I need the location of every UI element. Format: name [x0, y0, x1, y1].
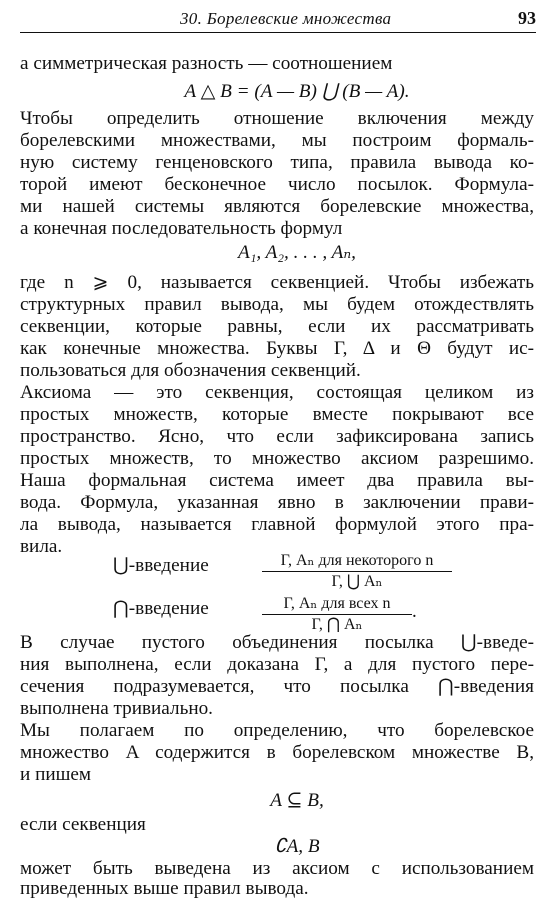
text-line: выполнена тривиально.	[20, 698, 213, 719]
text-line: как конечные множества. Буквы Γ, Δ и Θ будут ис-	[20, 338, 534, 359]
text-line: В случае пустого объединения посылка ⋃-введе-	[20, 632, 534, 653]
running-header	[20, 4, 536, 33]
text-line: борелевскими множествами, мы построим формаль-	[20, 130, 534, 151]
text-line: вода. Формула, указанная явно в заключении прави-	[20, 492, 534, 513]
union-introduction-rule	[0, 552, 548, 590]
text-line: приведенных выше правил вывода.	[20, 878, 309, 899]
text-line: Мы полагаем по определению, что борелевское	[20, 720, 534, 741]
formula-sequent: ∁A, B	[274, 836, 320, 857]
formula-symmetric-difference: A △ B = (A — B) ⋃ (B — A).	[184, 81, 410, 102]
rule-name: ⋂-введение	[113, 598, 209, 619]
text-line: простых множеств, которые вместе покрывают все	[20, 404, 534, 425]
page-number: 93	[518, 8, 536, 28]
formula-sequence: A₁, A₂, . . . , Aₙ,	[238, 242, 356, 263]
text-line: пользоваться для обозначения секвенций.	[20, 360, 361, 381]
rule-fraction	[262, 594, 412, 635]
text-line: может быть выведена из аксиом с использованием	[20, 858, 534, 879]
text-line: а симметрическая разность — соотношением	[20, 53, 393, 74]
text-line: структурных правил вывода, мы будем отождествлять	[20, 294, 534, 315]
text-line: а конечная последовательность формул	[20, 218, 343, 239]
intersection-introduction-rule	[0, 595, 548, 633]
inference-rules	[0, 540, 548, 640]
text-line: Чтобы определить отношение включения между	[20, 108, 534, 129]
formula-inclusion: A ⊆ B,	[270, 790, 324, 811]
text-line: множество A содержится в борелевском множестве B,	[20, 742, 534, 763]
rule-fraction	[262, 551, 452, 592]
text-line: Наша формальная система имеет два правила вы-	[20, 470, 534, 491]
text-line: секвенции, которые равны, если их рассматривать	[20, 316, 534, 337]
text-line: простых множеств, то множество аксиом разрешимо.	[20, 448, 534, 469]
rule-conclusion: Γ, ⋂ Aₙ	[311, 616, 363, 633]
text-line: и пишем	[20, 764, 92, 785]
text-line: ми нашей системы являются борелевские множества,	[20, 196, 534, 217]
text-line: торой имеют бесконечное число посылок. Формула-	[20, 174, 534, 195]
text-line: сечения подразумевается, что посылка ⋂-введения	[20, 676, 534, 697]
text-line: ла вывода, называется главной формулой этого пра-	[20, 514, 534, 535]
rule-premise: Γ, Aₙ для всех n	[283, 595, 391, 612]
section-title: 30. Борелевские множества	[180, 9, 392, 28]
text-line: где n ⩾ 0, называется секвенцией. Чтобы избежать	[20, 272, 534, 293]
text-line: вила.	[20, 536, 63, 557]
rule-conclusion: Γ, ⋃ Aₙ	[331, 573, 383, 590]
text-line: ную систему генценовского типа, правила вывода ко-	[20, 152, 534, 173]
rule-premise: Γ, Aₙ для некоторого n	[280, 552, 434, 569]
text-line: Аксиома — это секвенция, состоящая целиком из	[20, 382, 534, 403]
rule-name: ⋃-введение	[113, 555, 209, 576]
rule-end-punctuation: .	[412, 601, 417, 622]
text-line: пространство. Ясно, что если зафиксирована запись	[20, 426, 534, 447]
text-line: ния выполнена, если доказана Γ, а для пустого пере-	[20, 654, 534, 675]
text-line: если секвенция	[20, 814, 146, 835]
